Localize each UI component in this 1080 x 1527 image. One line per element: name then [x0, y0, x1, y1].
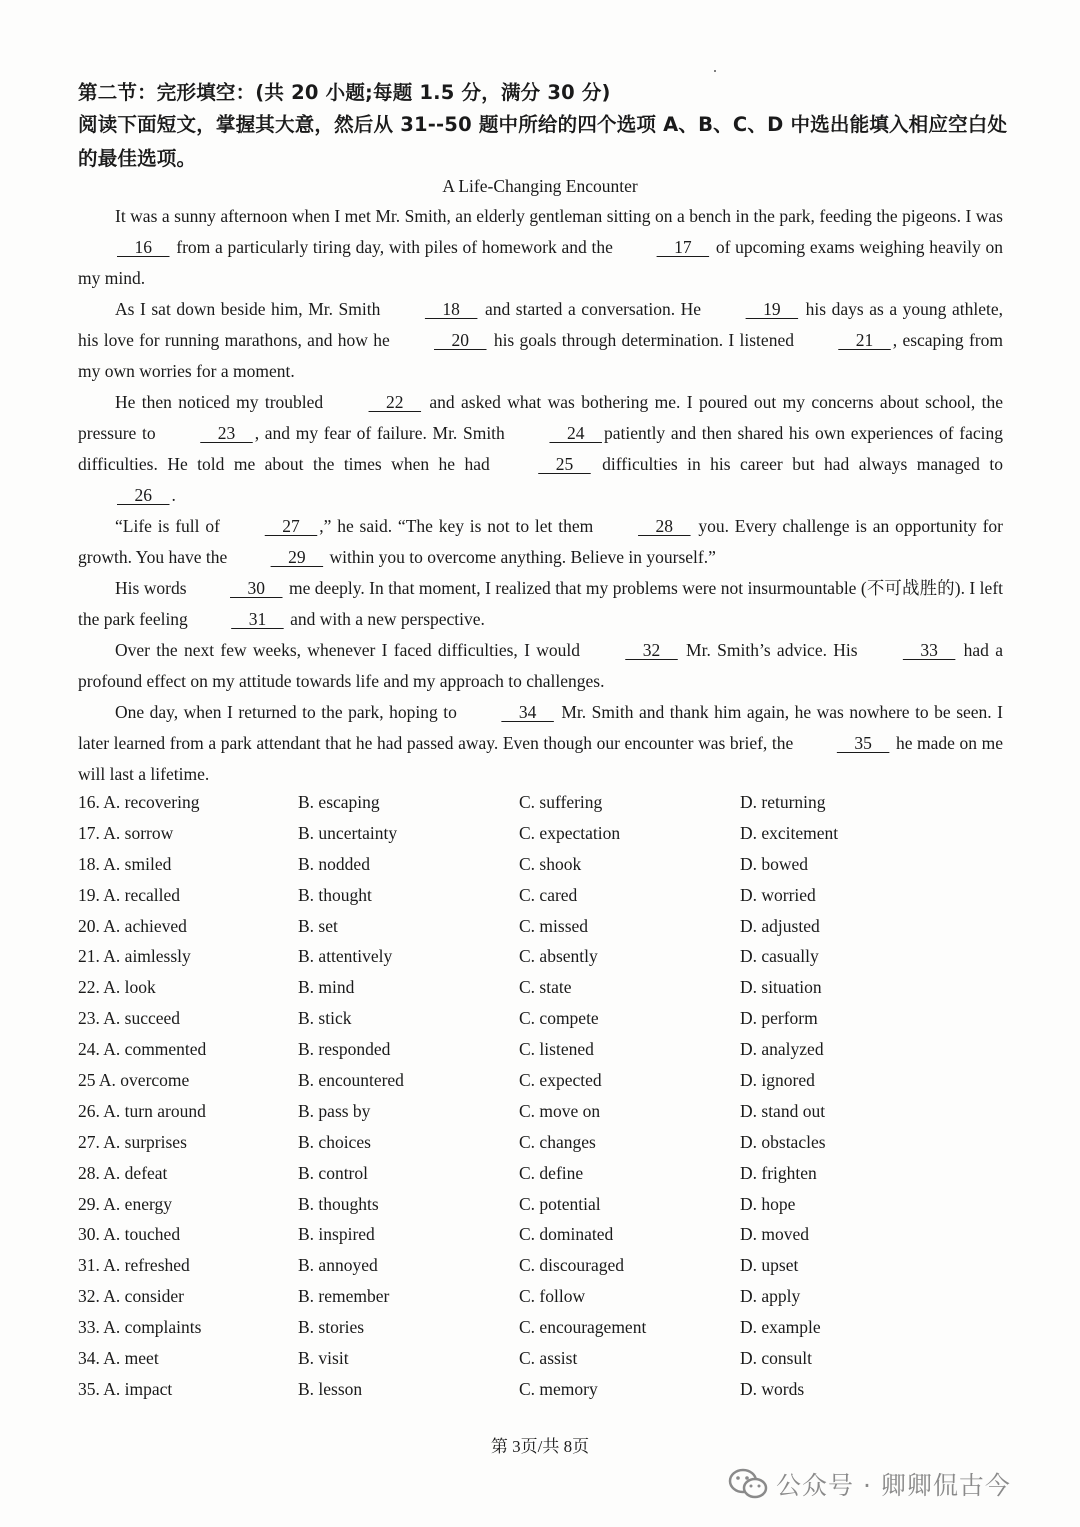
option-a: 21. A. aimlessly: [78, 946, 191, 967]
option-a: 26. A. turn around: [78, 1100, 206, 1121]
option-a: 28. A. defeat: [78, 1162, 168, 1183]
option-row: [78, 1003, 1078, 1034]
passage-paragraph: [78, 635, 1003, 697]
blank-31: 31: [231, 609, 284, 629]
option-b: B. choices: [298, 1131, 371, 1152]
option-d: D. bowed: [740, 853, 809, 874]
option-b: B. thoughts: [298, 1193, 379, 1214]
option-b: B. nodded: [298, 853, 370, 874]
option-c: C. define: [519, 1162, 584, 1183]
option-c: C. expectation: [519, 822, 621, 843]
option-row: [78, 1065, 1078, 1096]
blank-16: 16: [117, 237, 170, 257]
option-d: D. worried: [740, 884, 816, 905]
option-d: D. obstacles: [740, 1131, 826, 1152]
option-b: B. lesson: [298, 1378, 363, 1399]
wechat-icon: [728, 1467, 768, 1501]
option-a: 23. A. succeed: [78, 1008, 181, 1029]
passage-text: and asked what was bothering me. I poured out my concerns about school, the pressure to: [78, 392, 1003, 443]
option-c: C. expected: [519, 1070, 602, 1091]
option-row: [78, 849, 1078, 880]
section-title: 第二节：完形填空：(共 20 小题;每题 1.5 分，满分 30 分): [78, 81, 611, 104]
option-c: C. discouraged: [519, 1255, 624, 1276]
option-row: [78, 818, 1078, 849]
blank-26: 26: [117, 485, 170, 505]
passage-text: of upcoming exams weighing heavily on my mind.: [78, 237, 1004, 288]
option-b: B. stick: [298, 1008, 352, 1029]
passage-text: , and my fear of failure. Mr. Smith: [254, 423, 511, 443]
blank-34: 34: [501, 702, 554, 722]
passage-text: patiently and then shared his own experiences of facing difficulties. He told me about the times when he had: [78, 423, 1003, 474]
passage-text: his goals through determination. I listened: [488, 330, 800, 350]
option-c: C. cared: [519, 884, 578, 905]
passage: [78, 201, 1003, 790]
blank-19: 19: [745, 299, 799, 319]
option-c: C. assist: [519, 1348, 578, 1369]
option-row: [78, 880, 1078, 911]
passage-text: within you to overcome anything. Believe in yourself.”: [325, 547, 716, 567]
blank-17: 17: [656, 237, 710, 257]
watermark: [728, 1464, 1011, 1504]
passage-text: He then noticed my troubled: [115, 392, 330, 412]
speck: [714, 70, 716, 72]
option-d: D. perform: [740, 1008, 818, 1029]
blank-25: 25: [538, 454, 591, 474]
option-c: C. absently: [519, 946, 598, 967]
passage-text: and started a conversation. He: [479, 299, 707, 319]
blank-24: 24: [549, 423, 602, 443]
option-a: 35. A. impact: [78, 1378, 173, 1399]
option-row: [78, 787, 1078, 818]
option-a: 29. A. energy: [78, 1193, 172, 1214]
option-b: B. uncertainty: [298, 822, 398, 843]
passage-text: ,” he said. “The key is not to let them: [319, 516, 600, 536]
blank-21: 21: [838, 330, 891, 350]
option-c: C. potential: [519, 1193, 601, 1214]
option-c: C. move on: [519, 1100, 601, 1121]
option-a: 16. A. recovering: [78, 792, 200, 812]
option-row: [78, 1219, 1078, 1250]
option-c: C. state: [519, 977, 572, 998]
option-row: [78, 941, 1078, 972]
option-c: C. follow: [519, 1286, 586, 1307]
watermark-text: 公众号 · 卿卿侃古今: [776, 1471, 1011, 1500]
passage-paragraph: [78, 511, 1003, 573]
passage-text: It was a sunny afternoon when I met Mr. Smith, an elderly gentleman sitting on a bench in the park, feeding the pigeons. I was: [115, 206, 1003, 226]
option-b: B. visit: [298, 1348, 349, 1369]
passage-text: His words: [115, 578, 192, 598]
passage-text: Mr. Smith’s advice. His: [679, 640, 864, 660]
instructions: 阅读下面短文，掌握其大意，然后从 31--50 题中所给的四个选项 A、B、C、D 中选出能填入相应空白处的最佳选项。: [78, 113, 1008, 170]
option-b: B. encountered: [298, 1070, 404, 1091]
option-a: 17. A. sorrow: [78, 822, 174, 843]
blank-35: 35: [836, 733, 890, 753]
option-a: 22. A. look: [78, 977, 156, 998]
option-row: [78, 1096, 1078, 1127]
option-b: B. stories: [298, 1317, 365, 1338]
option-a: 34. A. meet: [78, 1348, 159, 1369]
option-d: D. consult: [740, 1348, 812, 1369]
option-b: B. inspired: [298, 1224, 375, 1245]
option-c: C. compete: [519, 1008, 599, 1029]
option-d: D. moved: [740, 1224, 810, 1245]
option-c: C. shook: [519, 853, 582, 874]
option-b: B. responded: [298, 1039, 391, 1060]
passage-text: difficulties in his career but had always managed to: [592, 454, 1003, 474]
option-a: 31. A. refreshed: [78, 1255, 190, 1276]
blank-27: 27: [264, 516, 318, 536]
option-b: B. thought: [298, 884, 372, 905]
passage-text: , escaping from my own worries for a moment.: [78, 330, 1003, 381]
option-row: [78, 972, 1078, 1003]
blank-20: 20: [434, 330, 487, 350]
option-d: D. hope: [740, 1193, 796, 1214]
passage-text: you. Every challenge is an opportunity for growth. You have the: [78, 516, 1003, 567]
option-d: D. casually: [740, 946, 819, 967]
option-d: D. words: [740, 1378, 805, 1399]
passage-paragraph: [78, 573, 1003, 635]
option-a: 19. A. recalled: [78, 884, 181, 905]
option-c: C. missed: [519, 915, 589, 936]
option-row: [78, 911, 1078, 942]
option-row: [78, 1189, 1078, 1220]
passage-text: and with a new perspective.: [285, 609, 485, 629]
option-d: D. example: [740, 1317, 821, 1338]
option-d: D. adjusted: [740, 915, 820, 936]
passage-text: As I sat down beside him, Mr. Smith: [115, 299, 386, 319]
blank-30: 30: [230, 578, 283, 598]
passage-text: had a profound effect on my attitude towards life and my approach to challenges.: [78, 640, 1003, 691]
passage-paragraph: [78, 201, 1003, 294]
option-b: B. remember: [298, 1286, 390, 1307]
option-row: [78, 1281, 1078, 1312]
option-c: C. dominated: [519, 1224, 614, 1245]
option-c: C. suffering: [519, 792, 603, 812]
passage-title: A Life-Changing Encounter: [442, 176, 638, 196]
passage-paragraph: [78, 387, 1003, 511]
option-row: [78, 1374, 1078, 1405]
passage-paragraph: [78, 294, 1003, 387]
option-d: D. stand out: [740, 1100, 826, 1121]
passage-text: his days as a young athlete, his love for running marathons, and how he: [78, 299, 1003, 350]
option-a: 20. A. achieved: [78, 915, 187, 936]
option-d: D. frighten: [740, 1162, 817, 1183]
option-c: C. listened: [519, 1039, 594, 1060]
blank-32: 32: [625, 640, 678, 660]
blank-29: 29: [270, 547, 324, 567]
option-row: [78, 1034, 1078, 1065]
passage-text: One day, when I returned to the park, hoping to: [115, 702, 463, 722]
option-c: C. changes: [519, 1131, 596, 1152]
option-d: D. excitement: [740, 822, 839, 843]
option-row: [78, 1250, 1078, 1281]
blank-23: 23: [200, 423, 253, 443]
options-list: [78, 787, 1078, 1405]
option-row: [78, 1343, 1078, 1374]
option-d: D. analyzed: [740, 1039, 824, 1060]
passage-text: .: [171, 485, 176, 505]
passage-text: Over the next few weeks, whenever I faced difficulties, I would: [115, 640, 587, 660]
passage-paragraph: [78, 697, 1003, 790]
passage-text: Mr. Smith and thank him again, he was nowhere to be seen. I later learned from a park attendant that he had passed away. Even though our encounter was brief, the: [78, 702, 1003, 753]
passage-text: from a particularly tiring day, with piles of homework and the: [171, 237, 618, 257]
passage-text: he made on me will last a lifetime.: [78, 733, 1003, 784]
blank-22: 22: [368, 392, 422, 412]
option-a: 25 A. overcome: [78, 1070, 190, 1091]
option-a: 24. A. commented: [78, 1039, 207, 1060]
blank-28: 28: [638, 516, 691, 536]
option-d: D. returning: [740, 792, 826, 812]
option-a: 27. A. surprises: [78, 1131, 187, 1152]
option-d: D. apply: [740, 1286, 801, 1307]
option-a: 33. A. complaints: [78, 1317, 202, 1338]
option-b: B. pass by: [298, 1100, 371, 1121]
option-row: [78, 1312, 1078, 1343]
option-d: D. situation: [740, 977, 822, 998]
option-b: B. attentively: [298, 946, 393, 967]
option-a: 18. A. smiled: [78, 853, 172, 874]
option-b: B. set: [298, 915, 338, 936]
option-b: B. annoyed: [298, 1255, 378, 1276]
blank-33: 33: [902, 640, 956, 660]
option-b: B. mind: [298, 977, 355, 998]
option-b: B. control: [298, 1162, 368, 1183]
option-b: B. escaping: [298, 792, 380, 812]
page-footer: 第 3页/共 8页: [490, 1437, 590, 1456]
option-c: C. encouragement: [519, 1317, 647, 1338]
option-row: [78, 1127, 1078, 1158]
option-a: 32. A. consider: [78, 1286, 184, 1307]
passage-text: “Life is full of: [115, 516, 226, 536]
blank-18: 18: [424, 299, 478, 319]
option-c: C. memory: [519, 1378, 598, 1399]
passage-text: me deeply. In that moment, I realized that my problems were not insurmountable (不可战胜的). I left the park feeling: [78, 578, 1004, 629]
option-d: D. upset: [740, 1255, 799, 1276]
option-row: [78, 1158, 1078, 1189]
option-d: D. ignored: [740, 1070, 815, 1091]
option-a: 30. A. touched: [78, 1224, 181, 1245]
